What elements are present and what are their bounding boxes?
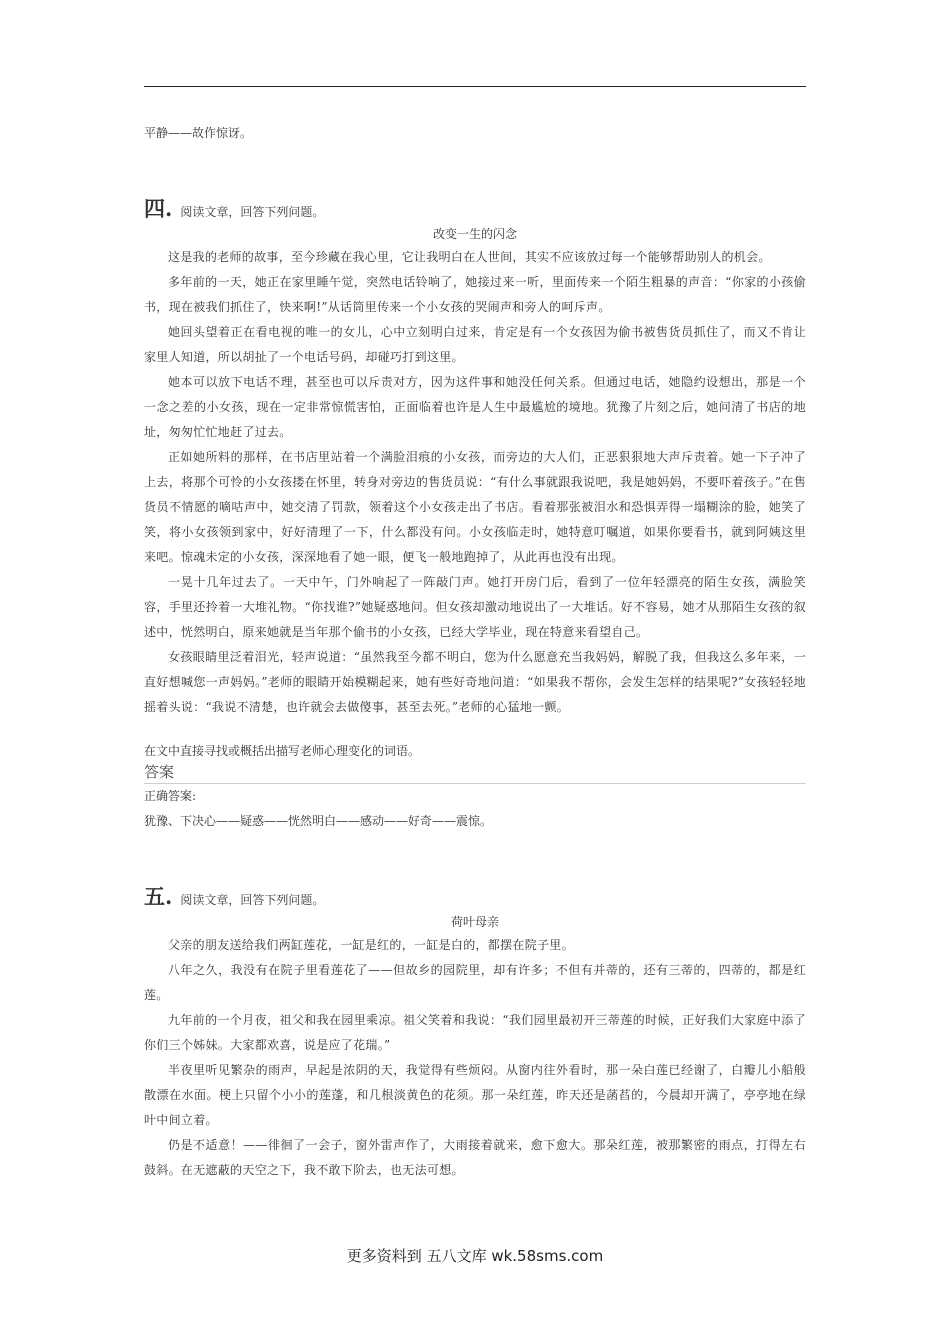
q4-paragraph: 女孩眼睛里泛着泪光，轻声说道：“虽然我至今都不明白，您为什么愿意充当我妈妈，解脱了我，但我这么多年来，一直好想喊您一声妈妈。”老师的眼睛开始模糊起来，她有些好奇地问道：“如果我不帮你，会发生怎样的结果呢?”女孩轻轻地摇着头说：“我说不清楚，也许就会去做傻事，甚至去死。”老师的心猛地一颤。 [144,650,806,714]
footer-watermark-text: 更多资料到 五八文库 wk.58sms.com [346,1247,604,1265]
question-5 [144,884,806,1183]
q4-correct-label: 正确答案: [144,789,197,803]
q5-paragraph: 八年之久，我没有在院子里看莲花了——但故乡的园院里，却有许多；不但有并蒂的，还有三蒂的，四蒂的，都是红莲。 [144,963,806,1002]
top-fragment: 平静——故作惊讶。 [144,126,253,140]
q5-paragraph: 半夜里听见繁杂的雨声，早起是浓阴的天，我觉得有些烦闷。从窗内往外看时，那一朵白莲已经谢了，白瓣儿小船般散漂在水面。梗上只留个小小的莲蓬，和几根淡黄色的花须。那一朵红莲，昨天还是菡萏的，今晨却开满了，亭亭地在绿叶中间立着。 [144,1063,806,1127]
q4-paragraph: 这是我的老师的故事，至今珍藏在我心里，它让我明白在人世间，其实不应该放过每一个能够帮助别人的机会。 [168,250,771,264]
q5-article-title: 荷叶母亲 [450,915,499,929]
document-body [144,124,806,1183]
q5-number: 五. [144,884,173,909]
q4-paragraph: 正如她所料的那样，在书店里站着一个满脸泪痕的小女孩，而旁边的大人们，正恶狠狠地大声斥责着。她一下子冲了上去，将那个可怜的小女孩搂在怀里，转身对旁边的售货员说：“有什么事就跟我说吧，我是她妈妈，不要吓着孩子。”在售货员不情愿的嘀咕声中，她交清了罚款，领着这个小女孩走出了书店。看着那张被泪水和恐惧弄得一塌糊涂的脸，她笑了笑，将小女孩领到家中，好好清理了一下，什么都没有问。小女孩临走时，她特意叮嘱道，如果你要看书，就到阿姨这里来吧。惊魂未定的小女孩，深深地看了她一眼，便飞一般地跑掉了，从此再也没有出现。 [144,450,806,564]
q4-answer-label: 答案 [144,762,806,784]
q5-prompt: 阅读文章，回答下列问题。 [180,893,325,907]
q4-paragraph: 一晃十几年过去了。一天中午，门外响起了一阵敲门声。她打开房门后，看到了一位年轻漂亮的陌生女孩，满脸笑容，手里还拎着一大堆礼物。“你找谁?”她疑惑地问。但女孩却激动地说出了一大堆话。好不容易，她才从那陌生女孩的叙述中，恍然明白，原来她就是当年那个偷书的小女孩，已经大学毕业，现在特意来看望自己。 [144,575,806,639]
question-4 [144,196,806,834]
q4-prompt: 阅读文章，回答下列问题。 [180,205,325,219]
q5-heading [144,884,806,910]
q4-question: 在文中直接寻找或概括出描写老师心理变化的词语。 [144,744,421,758]
header-rule [144,86,806,87]
q5-paragraph: 仍是不适意！——徘徊了一会子，窗外雷声作了，大雨接着就来，愈下愈大。那朵红莲，被那繁密的雨点，打得左右鼓斜。在无遮蔽的天空之下，我不敢下阶去，也无法可想。 [144,1138,806,1177]
q4-paragraph: 多年前的一天，她正在家里睡午觉，突然电话铃响了，她接过来一听，里面传来一个陌生粗暴的声音：“你家的小孩偷书，现在被我们抓住了，快来啊!”从话筒里传来一个小女孩的哭闹声和旁人的呵斥声。 [144,275,806,314]
q4-paragraph: 她本可以放下电话不理，甚至也可以斥责对方，因为这件事和她没任何关系。但通过电话，她隐约设想出，那是一个一念之差的小女孩，现在一定非常惊慌害怕，正面临着也许是人生中最尴尬的境地。犹豫了片刻之后，她问清了书店的地址，匆匆忙忙地赶了过去。 [144,375,806,439]
q4-article-title: 改变一生的闪念 [432,227,517,241]
q5-paragraph: 父亲的朋友送给我们两缸莲花，一缸是红的，一缸是白的，都摆在院子里。 [168,938,574,952]
q4-number: 四. [144,196,173,221]
q5-paragraph: 九年前的一个月夜，祖父和我在园里乘凉。祖父笑着和我说：“我们园里最初开三蒂莲的时候，正好我们大家庭中添了你们三个姊妹。大家都欢喜，说是应了花瑞。” [144,1013,806,1052]
q4-answer: 犹豫、下决心——疑惑——恍然明白——感动——好奇——震惊。 [144,814,493,828]
q4-heading [144,196,806,222]
q4-paragraph: 她回头望着正在看电视的唯一的女儿，心中立刻明白过来，肯定是有一个女孩因为偷书被售货员抓住了，而又不肯让家里人知道，所以胡扯了一个电话号码，却碰巧打到这里。 [144,325,806,364]
